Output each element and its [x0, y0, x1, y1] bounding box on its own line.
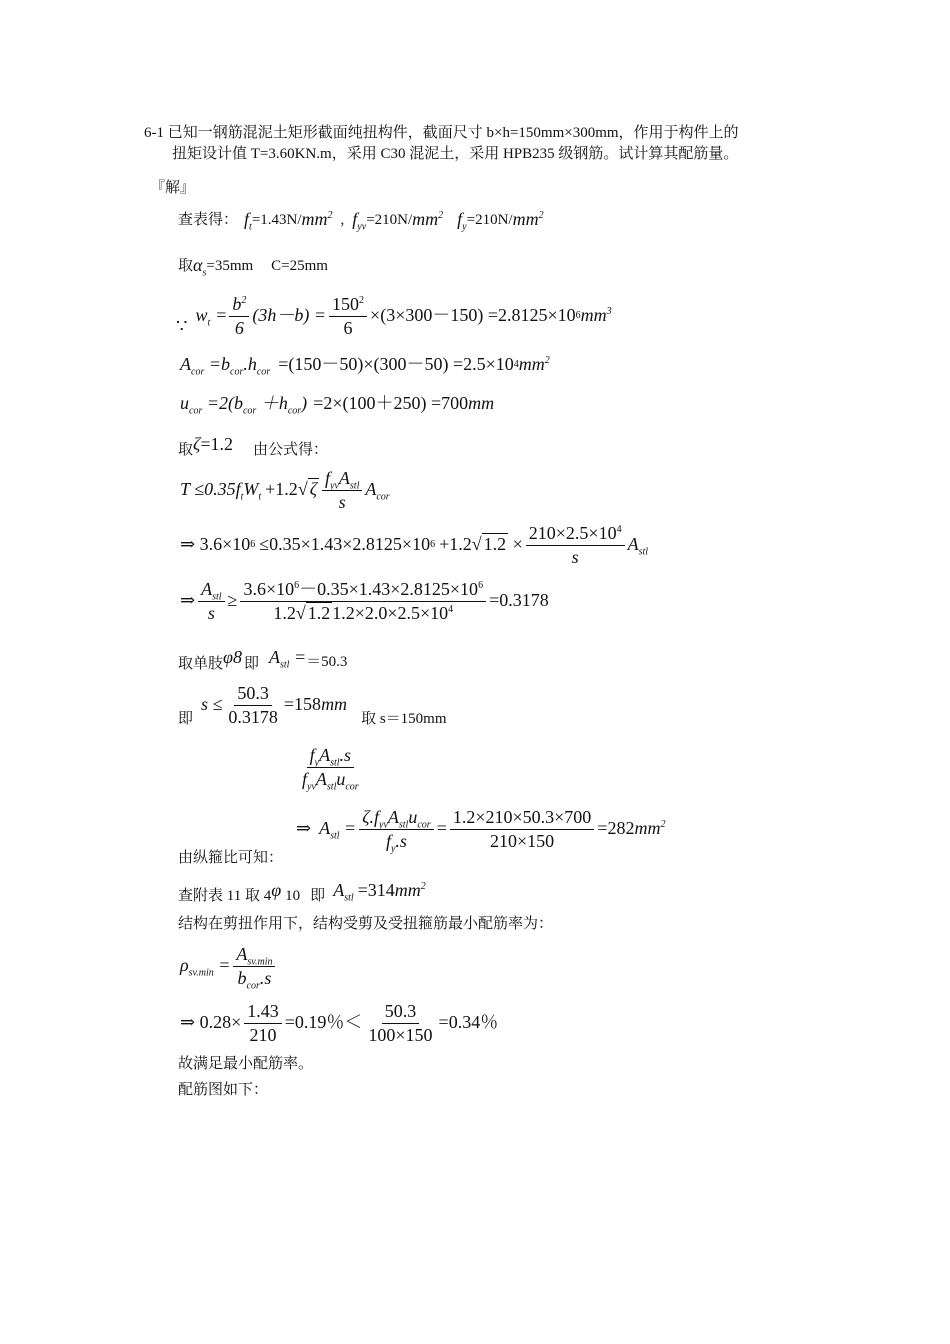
problem-line-1: 6-1 已知一钢筋混泥土矩形截面纯扭构件，截面尺寸 b×h=150mm×300mm，作用于构件上的	[144, 125, 739, 141]
table-label: 查附表 11 取 4	[178, 888, 272, 904]
table-unit: $mm^2$	[394, 880, 426, 901]
because-symbol: ∵	[176, 316, 188, 337]
eq-acor: $A_{cor} =b_{cor}.h_{cor}$ =(150－50)×(300－50) =2.5×10 4 $mm^2$	[180, 354, 550, 378]
wt-rhs: ×(3×300－150) =2.8125×10	[370, 305, 576, 326]
s-fraction	[225, 682, 281, 728]
sqrt-zeta: √ ζ	[297, 479, 317, 500]
t-acor: $A_{cor}$	[365, 479, 390, 503]
zeta-ratio	[296, 744, 365, 793]
long-result: =282	[597, 818, 635, 839]
ratio-fraction: $\frac{3.6\times 10^6-0.35\times 1.43\times 2.8125\times 10^6}{1.2√ 1.2 1.2\times 2.0\times 2.5\times 10^4}$	[240, 578, 486, 624]
sub-fraction: $\frac{210\times 2.5\times 10^4}{s}$	[526, 522, 625, 568]
acor-unit: $mm^2$	[518, 354, 550, 374]
single-label: 取单肢	[178, 656, 224, 672]
fyv-value: =210N/	[366, 211, 413, 228]
check-n2: 50.3	[382, 1000, 420, 1024]
check-result: =0.34％	[438, 1012, 499, 1033]
long-frac-numeric	[450, 806, 594, 852]
take-label: 取	[178, 257, 194, 274]
ucor-rhs: =2×(100＋250) =700	[313, 393, 469, 413]
phi-10-value: 10	[285, 888, 301, 904]
ratio-ge: ≥	[227, 590, 238, 611]
ft-value: =1.43N/	[251, 211, 302, 228]
acor-symbol: $A_{cor} =b_{cor}.h_{cor}$	[180, 354, 271, 378]
table-value: =314	[357, 880, 395, 901]
s-num: 50.3	[234, 682, 272, 706]
table-ji: 即	[310, 888, 326, 904]
figure-label: 配筋图如下：	[178, 1082, 269, 1098]
check-frac-1	[244, 1000, 282, 1046]
fyv-symbol: $f_{yv}$	[352, 209, 367, 233]
eq-long	[296, 806, 666, 855]
rho-fraction: $\frac{A_{sv.min}}{b_{cor}.s}$	[233, 943, 275, 989]
ratio-num-mid: －0.35×1.43×2.8125×10	[299, 579, 479, 599]
long-num: 1.2×210×50.3×700	[450, 806, 594, 830]
sub-sqrt: √ 1.2 ×	[471, 534, 523, 555]
conclusion-text: 故满足最小配筋率。	[178, 1056, 314, 1072]
t-plus: +1.2	[265, 479, 298, 500]
long-astl: $A_{stl}$ =	[319, 818, 357, 842]
zeta-take: 取	[178, 442, 194, 458]
eq-rho-check	[180, 1000, 498, 1046]
t-lhs: T ≤0.35	[180, 479, 236, 500]
s-symbol: s ≤	[201, 694, 223, 715]
rho-symbol: $\rho_{sv.min}$ =	[180, 955, 231, 979]
phi-8: φ8	[223, 647, 242, 668]
eq-sub: ⇒ 3.6×10 6 ≤0.35×1.43×2.8125×10 6 +1.2 √ 1.2 × $\frac{210\times 2.5\times 10^4}{s}$ $A_{stl}$	[180, 523, 649, 567]
ucor-unit: mm	[468, 393, 495, 413]
single-value: ＝50.3	[306, 654, 348, 670]
long-den: 210×150	[490, 830, 555, 851]
cover-value: C=25mm	[271, 257, 328, 274]
zeta-ratio-fraction: $\frac{f_yA_{stl}.s}{f_{yv}A_{stl}u_{cor}}$	[302, 745, 359, 793]
t-fraction: $\frac{f_{yv}A_{stl}}{s}$	[322, 467, 362, 513]
eq-sign: =	[216, 305, 227, 326]
acor-rhs: =(150－50)×(300－50) =2.5×10	[278, 354, 514, 374]
s-den: 0.3178	[228, 706, 278, 727]
min-ratio-text: 结构在剪扭作用下，结构受剪及受扭箍筋最小配筋率为：	[178, 916, 554, 932]
eq-ucor	[180, 393, 495, 417]
sub-lhs: ⇒ 3.6×10	[180, 534, 251, 555]
alpha-line	[178, 255, 328, 279]
check-n1: 1.43	[244, 1000, 282, 1024]
table-line	[178, 878, 426, 905]
long-label: 由纵箍比可知：	[178, 850, 284, 866]
sub-astl: $A_{stl}$	[627, 534, 649, 558]
table-astl: $A_{stl}$	[333, 880, 354, 904]
eq-wt: ∵ $w_t$ = $\frac{b^2}{6}$ (3h－b) = $\frac{150^2}{6}$ ×(3×300－150) =2.8125×10 6 $mm^3$	[176, 294, 612, 338]
separator-comma: ,	[340, 211, 345, 228]
sub-num: 210×2.5×10	[528, 523, 617, 543]
wt-unit: $mm^3$	[580, 305, 612, 326]
lookup-line	[178, 209, 544, 233]
check-lhs: ⇒ 0.28×	[180, 1012, 242, 1033]
s-line	[178, 682, 447, 728]
zeta-value: =1.2	[200, 434, 233, 455]
zeta-note: 由公式得：	[252, 442, 328, 458]
single-leg-line	[178, 644, 347, 673]
eq-rho	[180, 943, 278, 992]
phi-8-value: 8	[232, 647, 242, 668]
solution-label: 『解』	[150, 180, 196, 196]
alpha-s-value: =35mm	[206, 257, 254, 274]
alpha-s-symbol: $\alpha_s$	[193, 255, 207, 279]
sub-plus: +1.2	[439, 534, 472, 555]
wt-bracket: (3h－b) =	[252, 305, 327, 326]
wt-symbol: $w_t$	[195, 305, 211, 329]
ft-symbol: $f_t$	[244, 209, 252, 233]
phi-10: φ	[271, 880, 282, 901]
eq-ratio	[180, 578, 549, 624]
fy-symbol: $f_y$	[457, 209, 467, 233]
long-frac-symbolic: $\frac{\zeta.f_{yv}A_{stl}u_{cor}}{f_y.s}$	[359, 806, 433, 852]
ratio-result: =0.3178	[489, 590, 549, 611]
ratio-den: 1.2×2.0×2.5×10	[332, 602, 449, 623]
check-mid: =0.19％＜	[284, 1012, 363, 1033]
problem-line-2: 扭矩设计值 T=3.60KN.m，采用 C30 混泥土，采用 HPB235 级钢筋。试计算其配筋量。	[172, 146, 739, 162]
check-d1: 210	[249, 1024, 277, 1045]
ratio-lhs-frac: $\frac{A_{stl}}{s}$	[198, 578, 224, 624]
sub-mid: ≤0.35×1.43×2.8125×10	[259, 534, 431, 555]
wt-fraction: $\frac{b^2}{6}$	[229, 293, 249, 339]
long-arrow: ⇒	[296, 818, 312, 839]
s-unit: mm	[321, 694, 348, 715]
single-astl: $A_{stl}$ =	[269, 647, 307, 671]
ratio-arrow: ⇒	[180, 590, 196, 611]
fyv-unit: $mm^2$	[412, 209, 444, 229]
fy-unit: $mm^2$	[512, 209, 544, 229]
eq-t	[180, 467, 390, 513]
single-ji: 即	[243, 656, 259, 672]
lookup-label: 查表得：	[178, 211, 239, 228]
check-d2: 100×150	[368, 1024, 433, 1045]
zeta-line	[178, 432, 328, 459]
ft-wt: $f_tW_t$	[235, 479, 262, 503]
long-eq: =	[436, 818, 447, 839]
long-unit: $mm^2$	[634, 818, 666, 839]
s-take: 取 s＝150mm	[361, 710, 447, 727]
ratio-num: 3.6×10	[243, 579, 295, 599]
check-frac-2	[365, 1000, 435, 1046]
zeta-symbol: ζ	[193, 434, 201, 455]
ucor-symbol: $u_{cor} =2(b_{cor} +h_{cor})$	[180, 393, 308, 417]
ft-unit: $mm^2$	[301, 209, 333, 229]
wt-fraction-num: $\frac{150^2}{6}$	[329, 293, 367, 339]
fy-value: =210N/	[466, 211, 513, 228]
s-result: =158	[283, 694, 322, 715]
s-ji: 即	[178, 710, 194, 727]
